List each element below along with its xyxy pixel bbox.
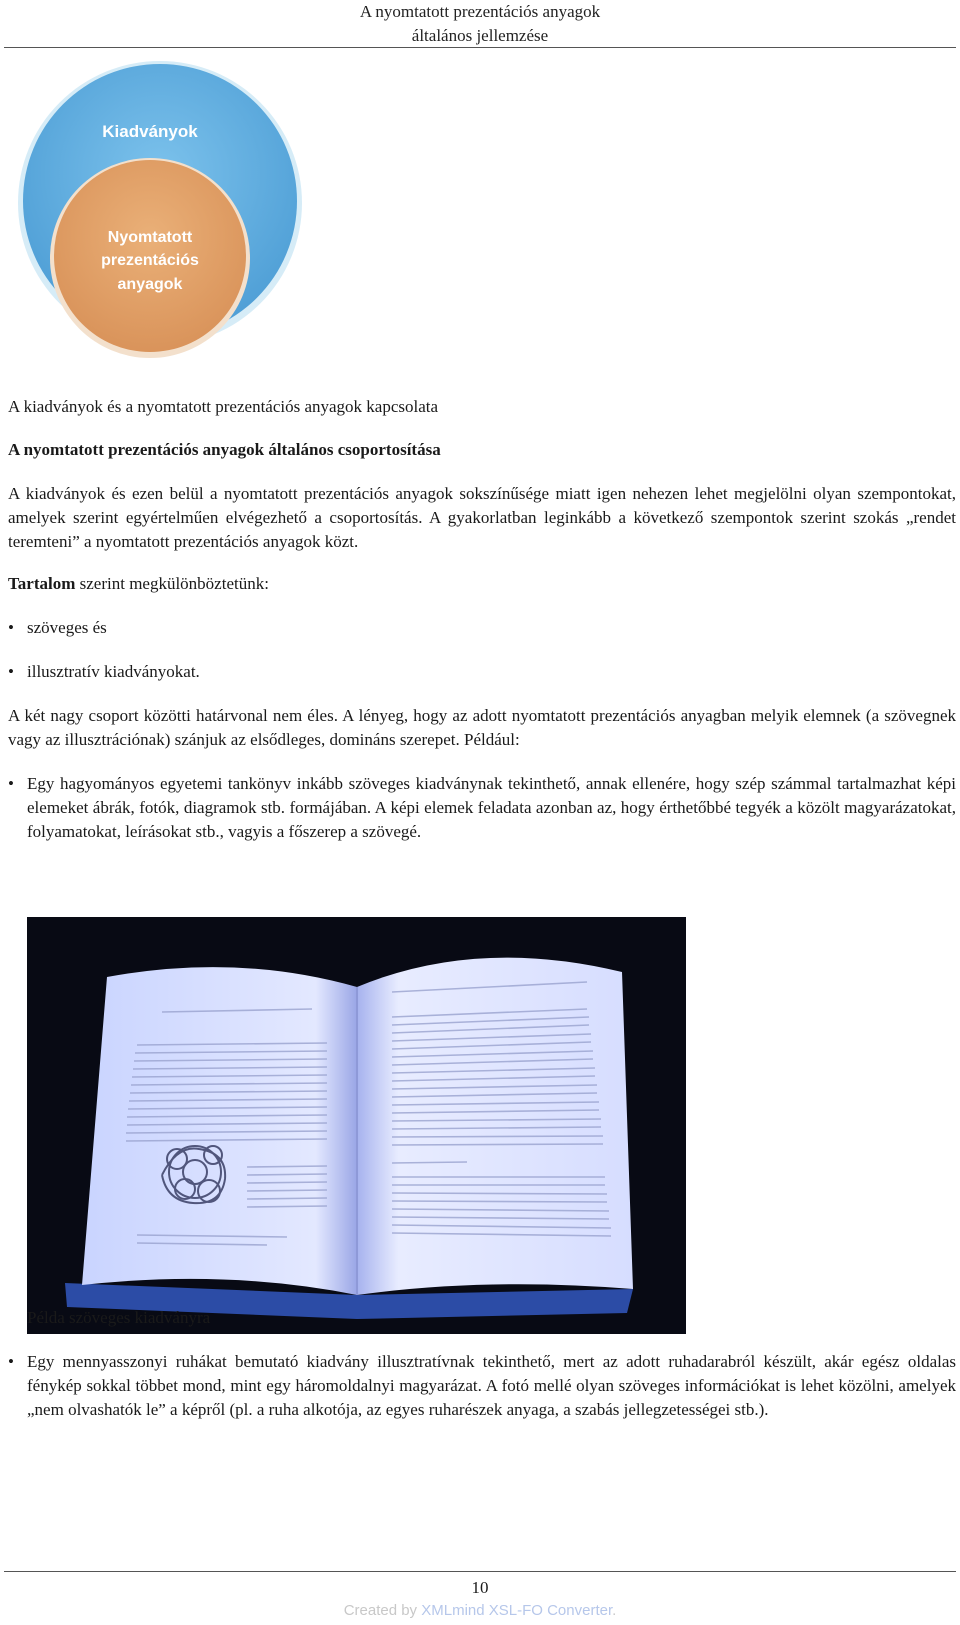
header-rule <box>4 47 956 48</box>
venn-inner-label-2: prezentációs <box>101 252 199 269</box>
converter-credit <box>0 1601 960 1621</box>
header-line-1: A nyomtatott prezentációs anyagok <box>359 2 601 21</box>
content-criteria-line <box>8 572 956 596</box>
bullet-icon: • <box>8 774 14 793</box>
photo-caption: Példa szöveges kiadványra <box>27 1308 211 1327</box>
converter-prefix: Created by <box>343 1602 422 1619</box>
venn-caption: A kiadványok és a nyomtatott prezentációs anyagok kapcsolata <box>8 397 439 416</box>
list-item <box>8 660 956 684</box>
header-line-2: általános jellemzése <box>411 26 549 45</box>
running-header <box>0 0 960 48</box>
section-title: A nyomtatott prezentációs anyagok általános csoportosítása <box>8 440 441 459</box>
converter-suffix: . <box>612 1602 617 1619</box>
footer-rule <box>4 1571 956 1572</box>
list-item-text: Egy hagyományos egyetemi tankönyv inkább szöveges kiadványnak tekinthető, annak ellenére, hogy szép számmal tartalmazhat képi elemeket ábrák, fotók, diagramok stb. formájában. A képi elemek feladata azonban az, hogy érthetőbbé tegyék a közölt magyarázatokat, folyamatokat, leírásokat stb., vagyis a főszerep a szövegé. <box>27 774 956 841</box>
list-item-text: szöveges és <box>27 618 107 637</box>
list-item <box>8 1350 956 1422</box>
boundary-paragraph: A két nagy csoport közötti határvonal nem éles. A lényeg, hogy az adott nyomtatott prezentációs anyagban melyik elemnek (a szövegnek vagy az illusztrációnak) szánjuk az elsődleges, domináns szerepet. Például: <box>8 706 956 749</box>
bullet-icon: • <box>8 618 14 637</box>
list-item-text: Egy mennyasszonyi ruhákat bemutató kiadvány illusztratívnak tekinthető, mert az adott ruhadarabról készült, akár egész oldalas fénykép sokkal többet mond, mint egy háromoldalnyi magyarázat. A fotó mellé olyan szöveges információkat is lehet közölni, amelyek „nem olvashatók le” a képről (pl. a ruha alkotója, az egyes ruharészek anyaga, a szabás jellegzetességei stb.). <box>27 1352 956 1419</box>
content-criteria-bold: Tartalom <box>8 574 76 593</box>
intro-paragraph: A kiadványok és ezen belül a nyomtatott prezentációs anyagok sokszínűsége miatt igen nehezen lehet megjelölni olyan szempontokat, amelyek szerint egyértelműen elvégezhető a csoportosítás. A gyakorlatban leginkább a következő szempontok szerint szokás „rendet teremteni” a nyomtatott prezentációs anyagok közt. <box>8 484 956 551</box>
venn-diagram <box>0 58 320 388</box>
bullet-icon: • <box>8 1352 14 1371</box>
content-criteria-rest: szerint megkülönböztetünk: <box>75 574 269 593</box>
list-item <box>8 616 956 640</box>
page-number: 10 <box>471 1578 489 1597</box>
venn-inner-label-1: Nyomtatott <box>107 229 193 246</box>
venn-outer-label: Kiadványok <box>102 122 198 141</box>
open-book-photo <box>27 917 686 1334</box>
list-item <box>8 772 956 844</box>
bullet-icon: • <box>8 662 14 681</box>
converter-link[interactable]: XMLmind XSL-FO Converter <box>421 1602 613 1619</box>
list-item-text: illusztratív kiadványokat. <box>27 662 200 681</box>
venn-inner-label-3: anyagok <box>117 276 183 293</box>
